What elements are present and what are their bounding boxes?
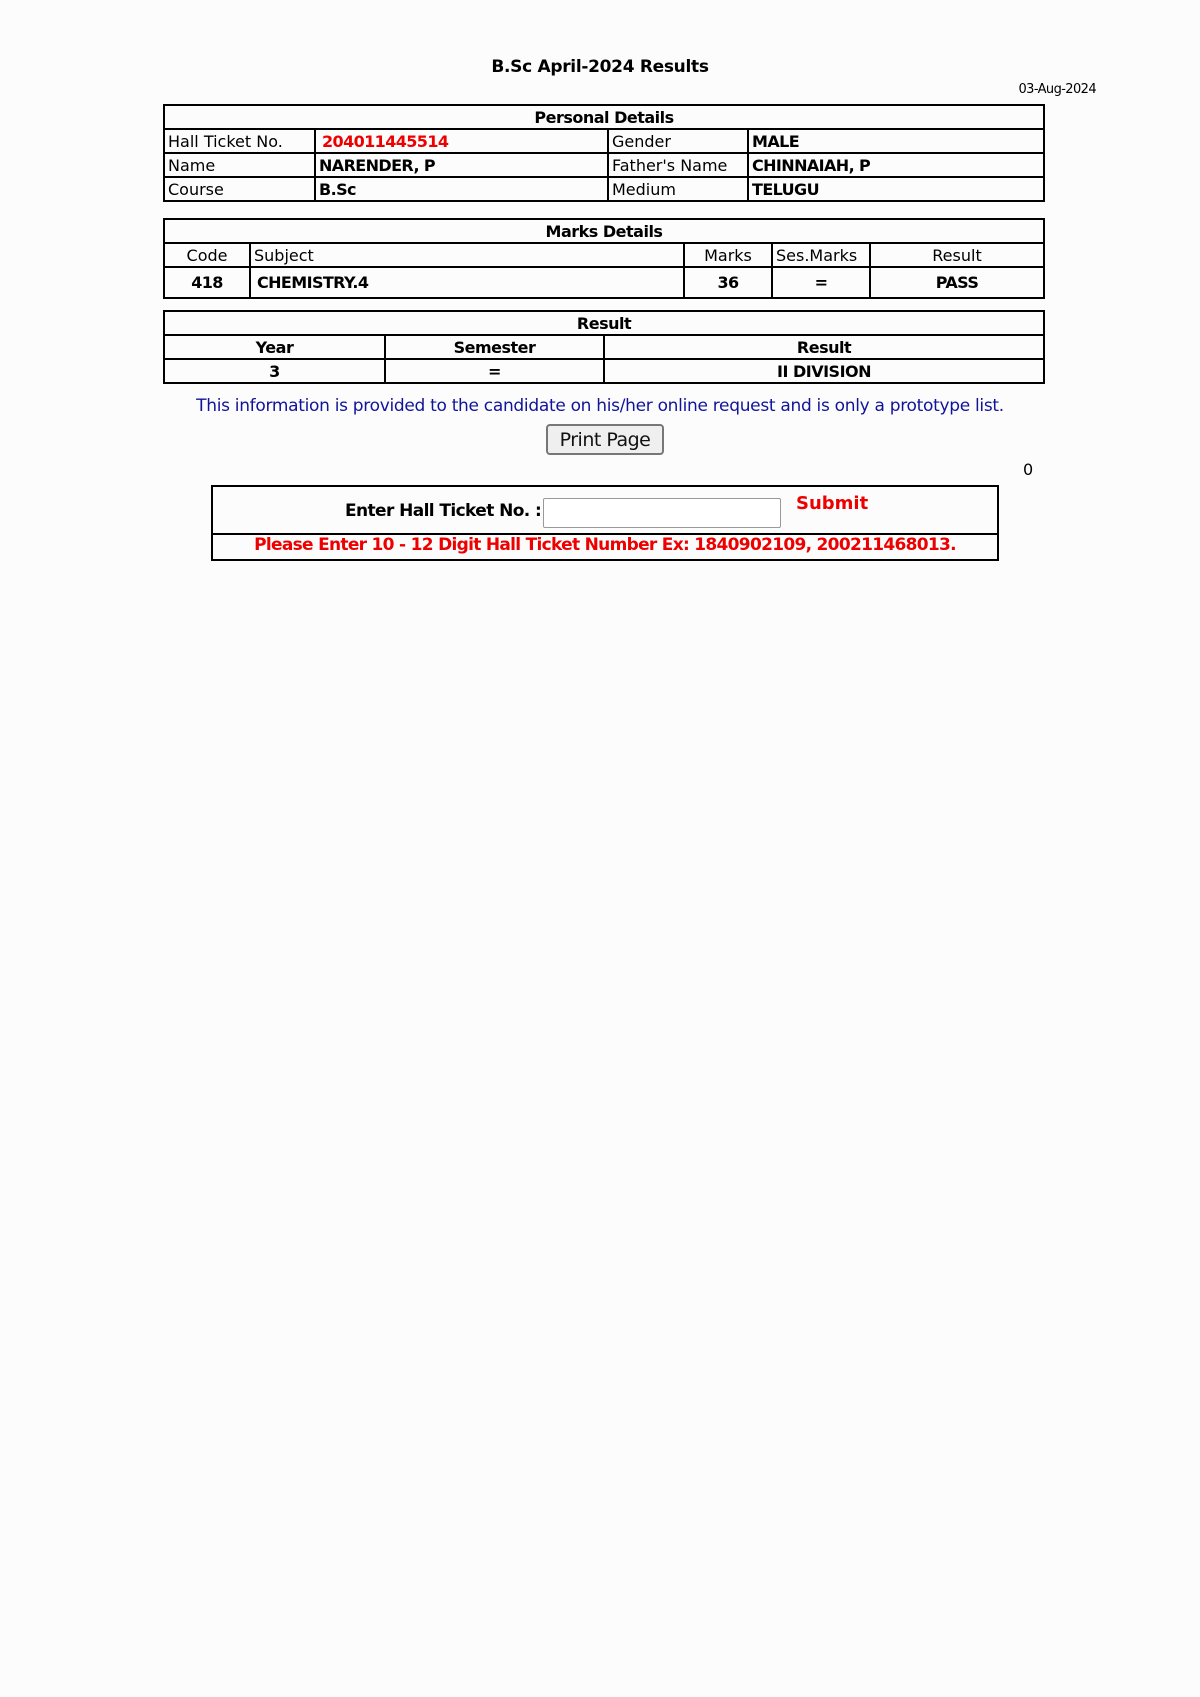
result-year: 3: [164, 359, 385, 383]
course-value: B.Sc: [315, 177, 608, 201]
result-table: [163, 310, 1045, 384]
subject-column-header: Subject: [250, 243, 684, 267]
final-result: II DIVISION: [604, 359, 1044, 383]
print-page-button[interactable]: Print Page: [546, 424, 664, 455]
table-row: [164, 267, 1044, 298]
result-date: 03-Aug-2024: [1018, 82, 1096, 97]
hall-ticket-value: 204011445514: [315, 129, 608, 153]
medium-value: TELUGU: [748, 177, 1044, 201]
table-row: [164, 359, 1044, 383]
personal-details-heading: Personal Details: [164, 105, 1044, 129]
marks-column-header: Marks: [684, 243, 772, 267]
hall-ticket-input-label: Enter Hall Ticket No. :: [345, 501, 542, 521]
hall-ticket-search-form: [211, 485, 999, 561]
subject-code: 418: [164, 267, 250, 298]
hall-ticket-hint: Please Enter 10 - 12 Digit Hall Ticket Number Ex: 1840902109, 200211468013.: [254, 535, 956, 555]
personal-details-table: [163, 104, 1045, 202]
subject-marks: 36: [684, 267, 772, 298]
hall-ticket-input[interactable]: [543, 498, 781, 528]
semester-column-header: Semester: [385, 335, 604, 359]
visit-counter: 0: [1023, 460, 1034, 479]
disclaimer-note: This information is provided to the candidate on his/her online request and is only a prototype list.: [196, 396, 1004, 416]
course-label: Course: [164, 177, 315, 201]
father-name-value: CHINNAIAH, P: [748, 153, 1044, 177]
page-title: B.Sc April-2024 Results: [491, 57, 709, 77]
search-row: [213, 487, 997, 535]
hall-ticket-label: Hall Ticket No.: [164, 129, 315, 153]
code-column-header: Code: [164, 243, 250, 267]
final-result-column-header: Result: [604, 335, 1044, 359]
subject-ses-marks: =: [772, 267, 870, 298]
result-semester: =: [385, 359, 604, 383]
result-column-header: Result: [870, 243, 1044, 267]
medium-label: Medium: [608, 177, 748, 201]
name-value: NARENDER, P: [315, 153, 608, 177]
marks-details-table: [163, 218, 1045, 299]
father-name-label: Father's Name: [608, 153, 748, 177]
subject-result: PASS: [870, 267, 1044, 298]
gender-label: Gender: [608, 129, 748, 153]
marks-details-heading: Marks Details: [164, 219, 1044, 243]
result-heading: Result: [164, 311, 1044, 335]
ses-marks-column-header: Ses.Marks: [772, 243, 870, 267]
year-column-header: Year: [164, 335, 385, 359]
gender-value: MALE: [748, 129, 1044, 153]
submit-link[interactable]: Submit: [796, 493, 869, 514]
subject-name: CHEMISTRY.4: [250, 267, 684, 298]
name-label: Name: [164, 153, 315, 177]
